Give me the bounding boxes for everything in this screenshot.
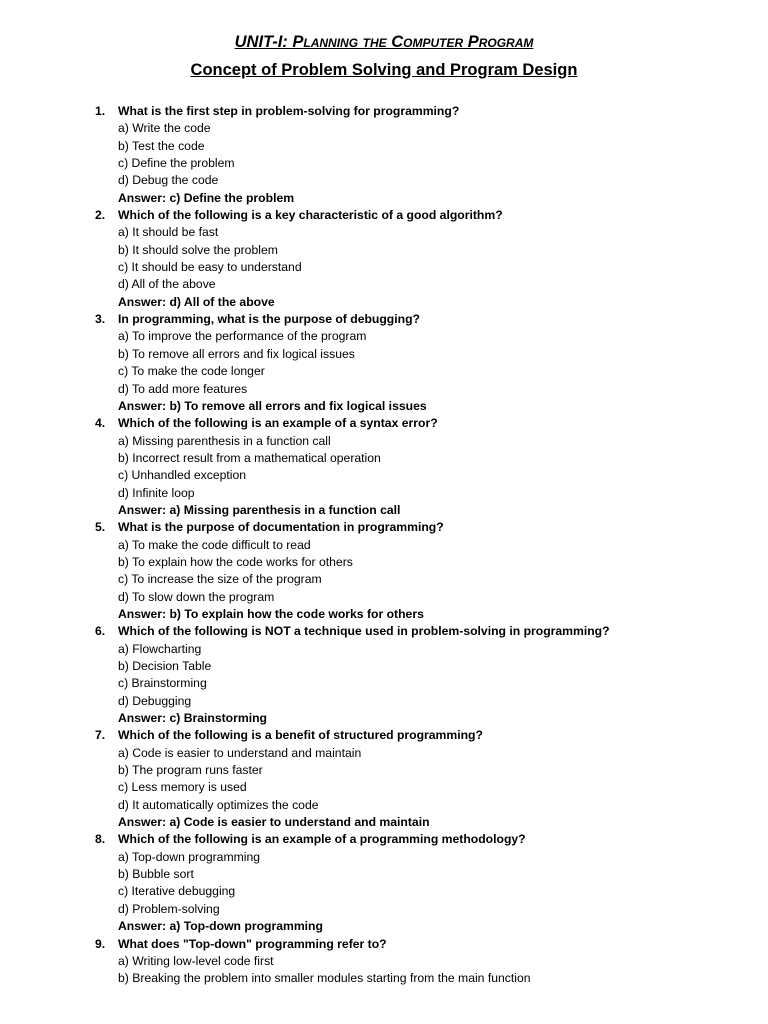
question-text: Which of the following is an example of a syntax error? [118,416,438,431]
question-item [0,207,768,311]
question-number: 5. [95,520,106,535]
answer-option: d) All of the above [118,277,216,292]
question-text: What is the purpose of documentation in programming? [118,520,444,535]
answer-option: c) Iterative debugging [118,884,236,899]
question-text: In programming, what is the purpose of debugging? [118,312,420,327]
question-list [0,103,768,988]
answer-option: d) Infinite loop [118,485,195,500]
answer-option: b) Bubble sort [118,867,194,882]
question-item [0,415,768,519]
answer-key: Answer: b) To explain how the code works for others [118,606,424,621]
answer-key: Answer: b) To remove all errors and fix logical issues [118,398,427,413]
unit-prefix: UNIT-I: [234,33,293,51]
answer-option: b) To remove all errors and fix logical issues [118,346,355,361]
answer-option: b) It should solve the problem [118,242,278,257]
answer-option: a) Flowcharting [118,641,202,656]
answer-option: b) The program runs faster [118,763,263,778]
answer-option: c) It should be easy to understand [118,260,302,275]
answer-option: a) Writing low-level code first [118,953,274,968]
question-text: What does "Top-down" programming refer to? [118,936,387,951]
answer-key: Answer: d) All of the above [118,294,275,309]
answer-key: Answer: c) Brainstorming [118,711,267,726]
answer-option: d) Problem-solving [118,901,220,916]
answer-key: Answer: c) Define the problem [118,190,295,205]
unit-name: Planning the Computer Program [292,33,534,51]
answer-option: a) Write the code [118,121,211,136]
answer-option: b) Test the code [118,138,205,153]
question-item [0,519,768,623]
question-text: What is the first step in problem-solving for programming? [118,104,460,118]
question-number: 8. [95,832,106,847]
answer-option: a) It should be fast [118,225,219,240]
question-item [0,623,768,727]
page-subtitle: Concept of Problem Solving and Program Design [190,61,578,79]
answer-option: c) Define the problem [118,156,235,171]
question-number: 6. [95,624,106,639]
question-number: 4. [95,416,106,431]
answer-option: a) Code is easier to understand and maintain [118,745,362,760]
answer-option: c) Brainstorming [118,676,207,691]
question-item [0,311,768,415]
question-number: 3. [95,312,106,327]
answer-option: b) Breaking the problem into smaller modules starting from the main function [118,971,531,986]
answer-option: a) To make the code difficult to read [118,537,311,552]
answer-option: c) To make the code longer [118,364,265,379]
answer-option: b) Decision Table [118,659,212,673]
answer-option: d) Debug the code [118,173,219,188]
question-text: Which of the following is an example of a programming methodology? [118,832,526,847]
answer-option: a) Top-down programming [118,849,261,864]
answer-key: Answer: a) Missing parenthesis in a function call [118,502,401,517]
question-item [0,831,768,935]
answer-option: d) To add more features [118,381,248,396]
answer-option: b) To explain how the code works for others [118,554,353,569]
question-item [0,727,768,831]
answer-option: c) To increase the size of the program [118,572,322,587]
answer-option: a) To improve the performance of the program [118,329,367,344]
question-number: 1. [95,104,106,118]
answer-key: Answer: a) Top-down programming [118,919,323,934]
answer-option: c) Unhandled exception [118,468,247,483]
answer-option: a) Missing parenthesis in a function call [118,433,331,448]
answer-option: d) It automatically optimizes the code [118,797,319,812]
answer-option: d) Debugging [118,693,192,708]
answer-key: Answer: a) Code is easier to understand and maintain [118,815,430,830]
question-item [0,936,768,988]
question-number: 2. [95,208,106,223]
question-text: Which of the following is NOT a technique used in problem-solving in programming? [118,624,610,639]
question-number: 7. [95,728,106,743]
question-item [0,103,768,207]
question-text: Which of the following is a key characteristic of a good algorithm? [118,208,503,223]
question-text: Which of the following is a benefit of structured programming? [118,728,483,743]
question-number: 9. [95,936,106,951]
unit-title [0,32,768,52]
answer-option: d) To slow down the program [118,589,275,604]
answer-option: b) Incorrect result from a mathematical operation [118,450,381,465]
answer-option: c) Less memory is used [118,780,247,795]
